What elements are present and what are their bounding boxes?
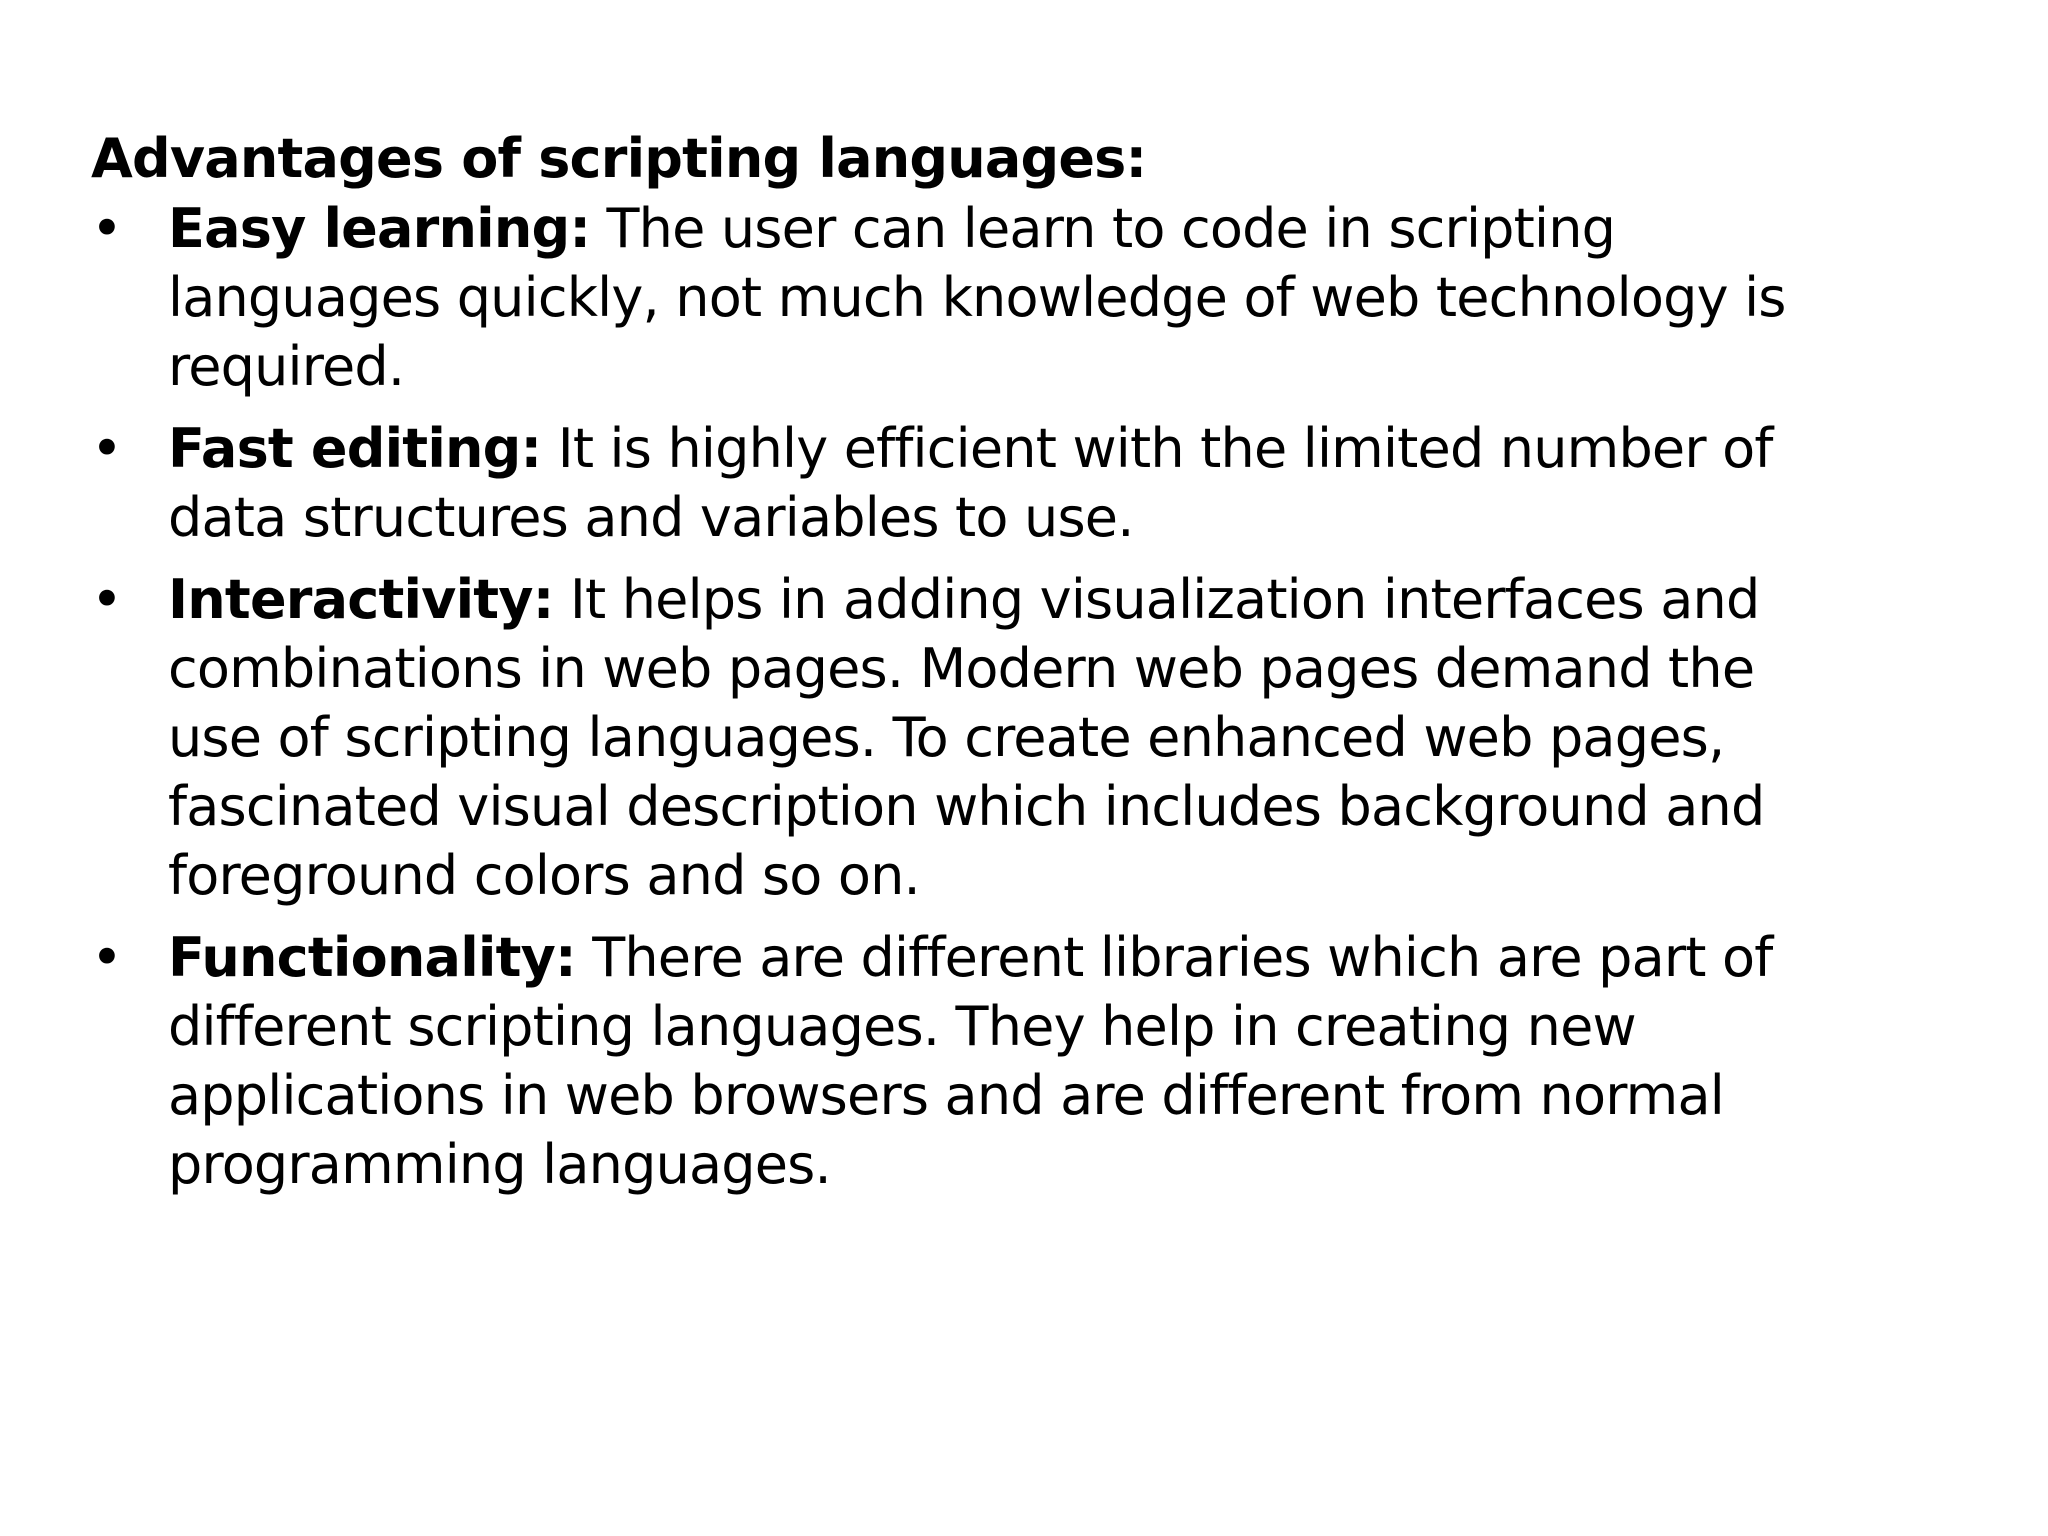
bullet-item-functionality [91,923,1971,1199]
bullet-list [91,194,1971,1199]
bullet-term: Functionality: [168,926,576,989]
bullet-text: It is highly efficient with the limited number of [541,417,1773,480]
bullet-line: required. [168,335,405,398]
bullet-term: Fast editing: [168,417,542,480]
bullet-line: foreground colors and so on. [168,844,920,907]
bullet-line: applications in web browsers and are different from normal [168,1064,1724,1127]
bullet-line: fascinated visual description which includes background and [168,775,1765,838]
bullet-dot-icon: • [91,568,123,631]
bullet-line: data structures and variables to use. [168,486,1134,549]
bullet-text: The user can learn to code in scripting [590,197,1616,260]
bullet-line: combinations in web pages. Modern web pages demand the [168,637,1755,700]
bullet-text: There are different libraries which are part of [575,926,1773,989]
bullet-line [168,414,1971,483]
bullet-term: Easy learning: [168,197,591,260]
bullet-dot-icon: • [91,197,123,260]
bullet-line [168,565,1971,634]
bullet-line: programming languages. [168,1133,831,1196]
bullet-item-interactivity [91,565,1971,910]
bullet-term: Interactivity: [168,568,554,631]
bullet-line: languages quickly, not much knowledge of web technology is [168,266,1786,329]
bullet-line [168,923,1971,992]
bullet-line: different scripting languages. They help in creating new [168,995,1636,1058]
bullet-text: It helps in adding visualization interfaces and [553,568,1760,631]
bullet-item-easy-learning [91,194,1971,401]
bullet-line: use of scripting languages. To create enhanced web pages, [168,706,1725,769]
bullet-dot-icon: • [91,926,123,989]
bullet-dot-icon: • [91,417,123,480]
bullet-item-fast-editing [91,414,1971,552]
bullet-line [168,194,1971,263]
slide-content [91,124,1971,1212]
slide-heading: Advantages of scripting languages: [91,127,1147,190]
